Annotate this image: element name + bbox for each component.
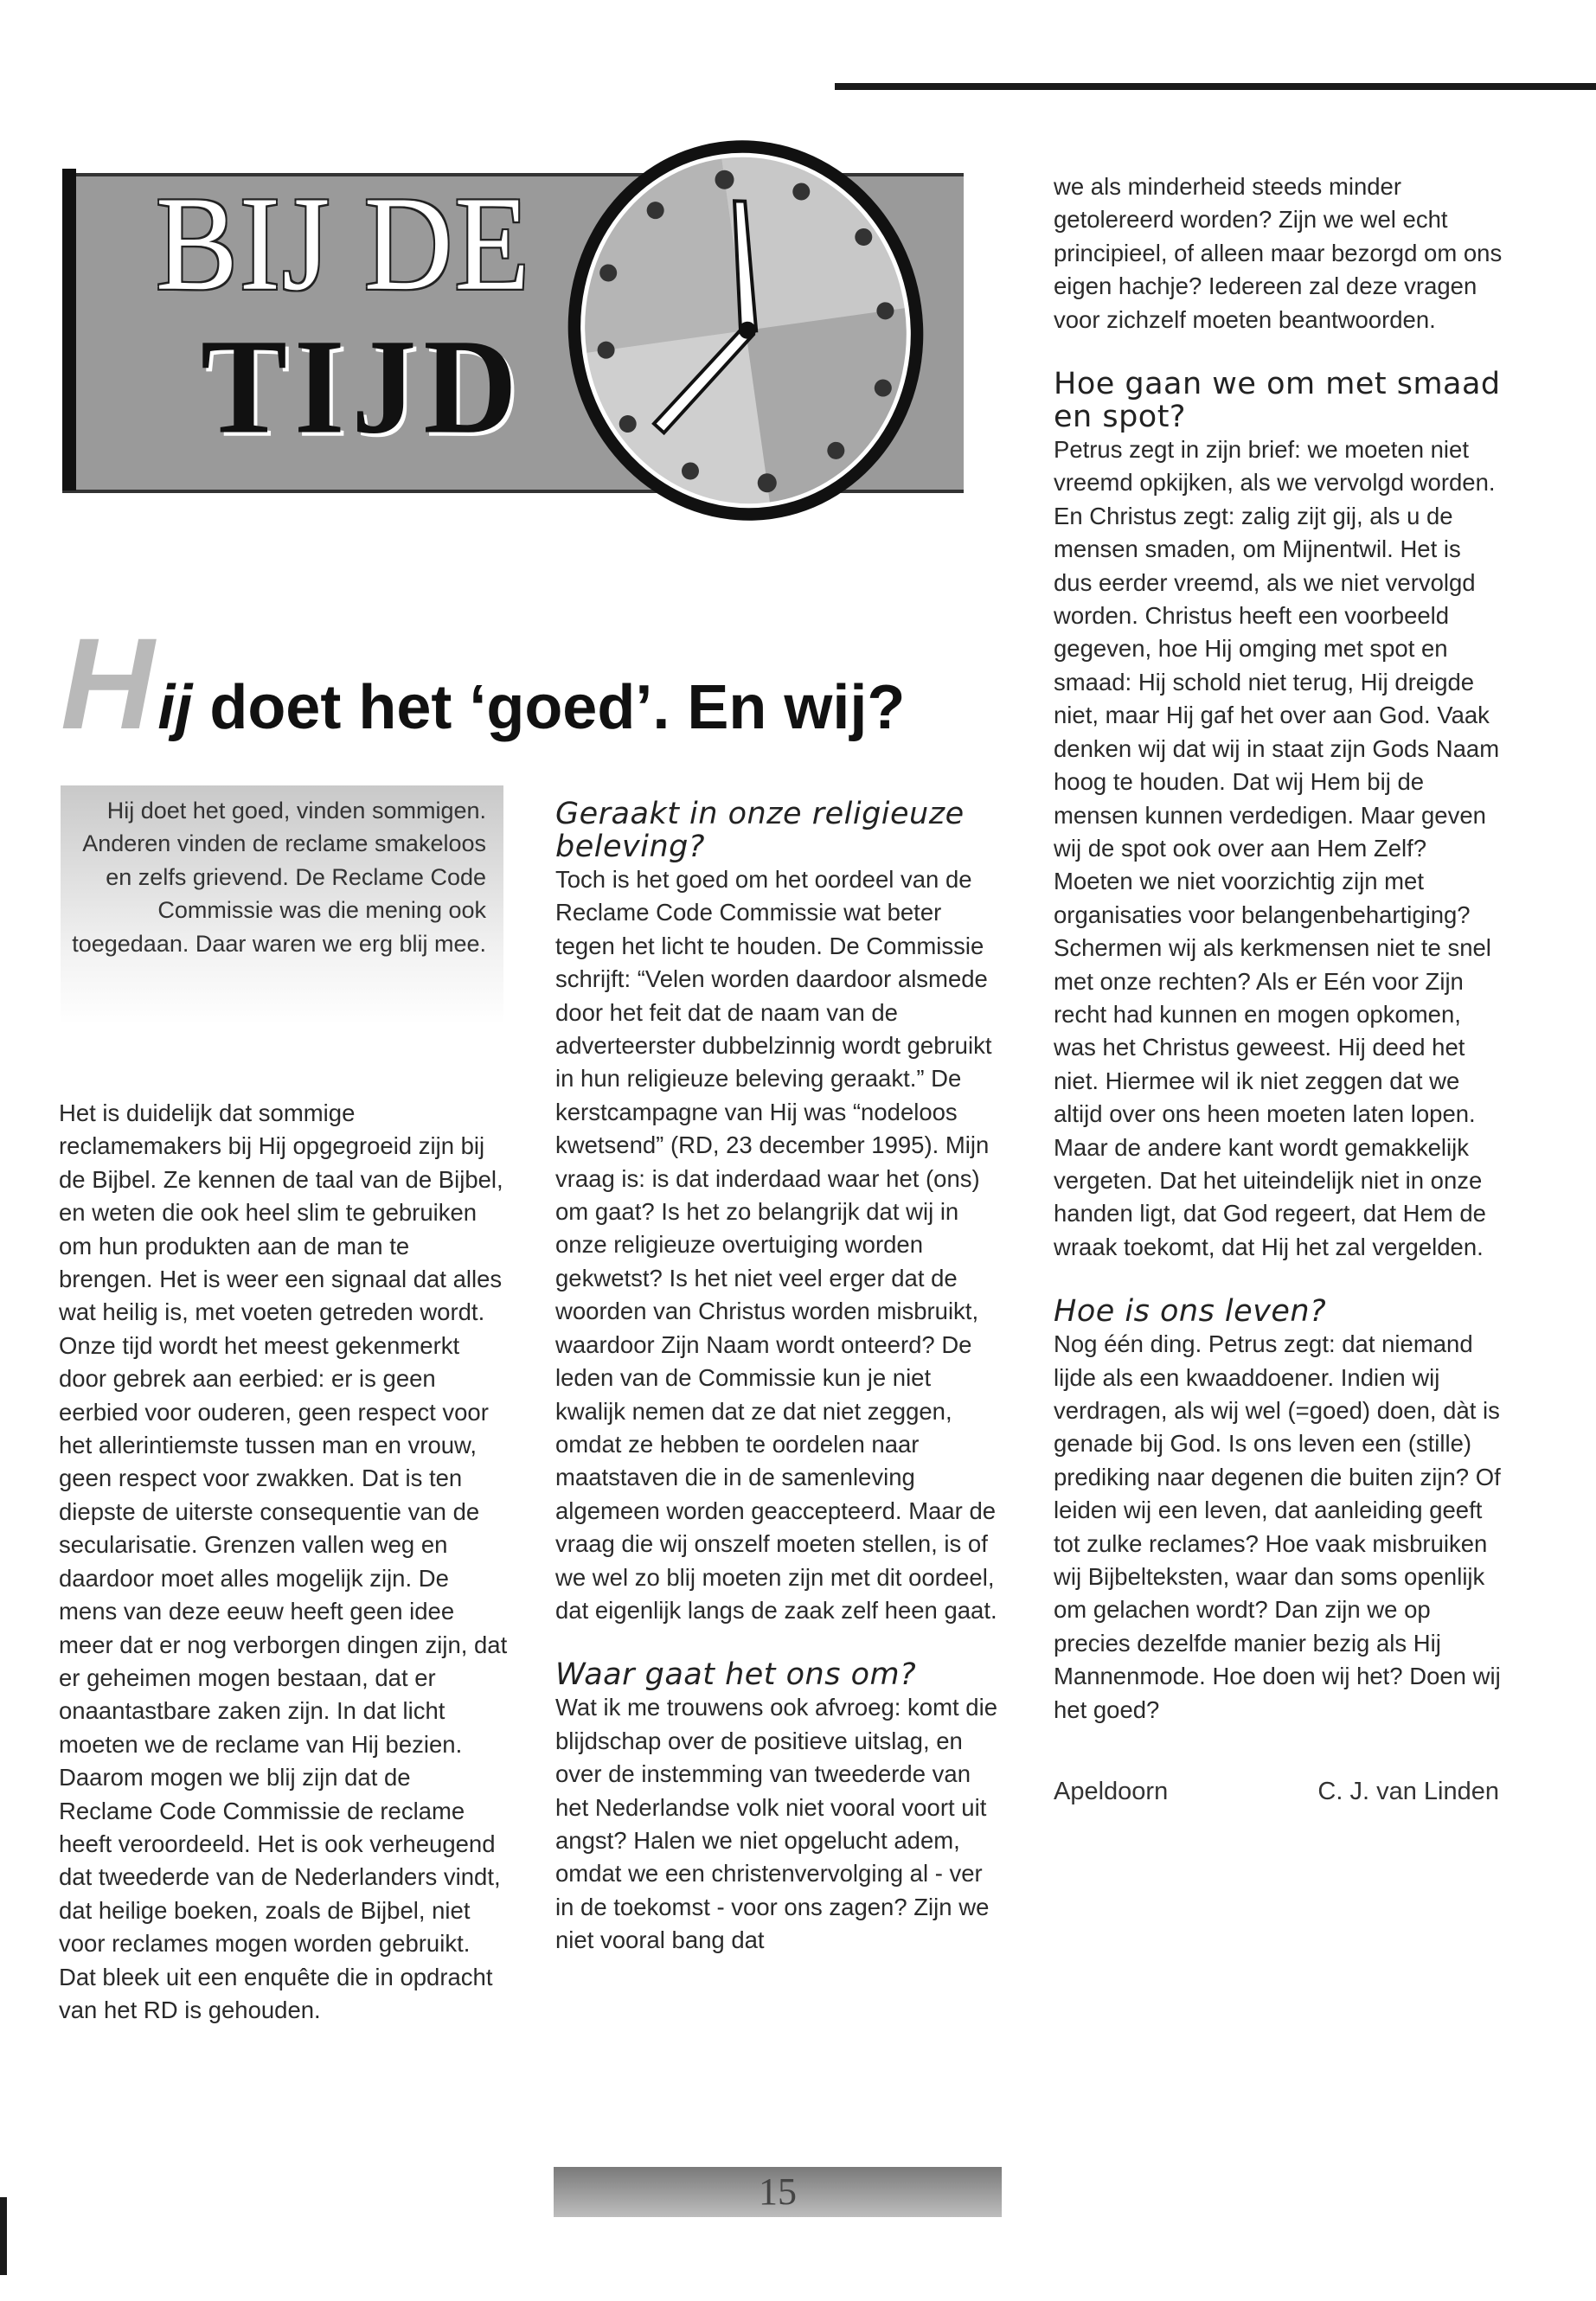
- page-number: 15: [759, 2170, 797, 2213]
- headline-initial: H: [61, 611, 155, 756]
- signature-place: Apeldoorn: [1054, 1778, 1169, 1806]
- top-rule: [835, 83, 1596, 90]
- column-3-body-2: Nog één ding. Petrus zegt: dat niemand lijde als een kwaaddoener. Indien wij verdragen, als wij wel (=goed) doen, dàt is genade bij God. Is ons leven een (stille) prediking naar degenen die buiten zijn? Of leiden wij een leven, dat aanleiding geeft tot zulke reclames? Hoe vaak misbruiken wij Bijbelteksten, waar dan soms openlijk om gelachen wordt? Dan zijn we op precies dezelfde manier bezig als Hij Mannenmode. Hoe doen wij het? Doen wij het goed?: [1054, 1330, 1501, 1723]
- column-1: [59, 1097, 509, 2027]
- clock-icon: [554, 130, 934, 528]
- column-2-body-1: Toch is het goed om het oordeel van de Reclame Code Commissie wat beter tegen het licht te houden. De Commissie schrijft: “Velen worden daardoor alsmede door het feit dat de naam van de adverteerster dubbelzinnig wordt gebruikt in hun religieuze beleving geraakt.” De kerstcampagne van Hij was “nodeloos kwetsend” (RD, 23 december 1995). Mijn vraag is: is dat inderdaad waar het (ons) om gaat? Is het zo belangrijk dat wij in onze religieuze overtuiging worden gekwetst? Is het niet veel erger dat de woorden van Christus worden misbruikt, waardoor Zijn Naam wordt onteerd? De leden van de Commissie kun je niet kwalijk nemen dat ze dat niet zeggen, omdat ze hebben te oordelen naar maatstaven die in de samenleving algemeen worden geaccepteerd. Maar de vraag die wij onszelf moeten stellen, is of we wel zo blij moeten zijn met dit oordeel, dat eigenlijk langs de zaak zelf heen gaat.: [555, 866, 997, 1624]
- signature: [1054, 1775, 1499, 1808]
- headline-text: doet het ‘goed’. En wij?: [192, 673, 906, 742]
- masthead-title-line2: TIJD: [201, 311, 524, 463]
- masthead-left-bar: [62, 169, 76, 490]
- column-3-body-1: Petrus zegt in zijn brief: we moeten niet vreemd opkijken, als we vervolgd worden. En Christus zegt: zalig zijt gij, als u de mensen smaden, om Mijnentwil. Het is dus eerder vreemd, als we niet vervolgd worden. Christus heeft een voorbeeld gegeven, hoe Hij omging met spot en smaad: Hij schold niet terug, Hij dreigde niet, maar Hij gaf het over aan God. Vaak denken wij dat wij in staat zijn Gods Naam hoog te houden. Dat wij Hem bij de mensen kunnen verdedigen. Maar geven wij de spot ook over aan Hem Zelf? Moeten we niet voorzichtig zijn met organisaties voor belangenbehartiging? Schermen wij als kerkmensen niet te snel met onze rechten? Als er Eén voor Zijn recht had kunnen en mogen opkomen, was het Christus geweest. Hij deed het niet. Hiermee wil ik niet zeggen dat we altijd over ons heen moeten laten lopen. Maar de andere kant wordt gemakkelijk vergeten. Dat het uiteindelijk niet in onze handen ligt, dat God regeert, dat Hem de wraak toekomt, dat Hij het zal vergelden.: [1054, 436, 1500, 1260]
- column-2-heading-2: Waar gaat het ons om?: [555, 1657, 917, 1693]
- signature-author: C. J. van Linden: [1317, 1778, 1499, 1806]
- column-3: [1054, 170, 1503, 1808]
- masthead-title-line1: BIJ DE: [156, 168, 532, 318]
- column-2-heading-1: Geraakt in onze religieuze beleving?: [555, 797, 965, 864]
- column-3-heading-2: Hoe is ons leven?: [1054, 1294, 1327, 1330]
- column-2: [555, 797, 1001, 1958]
- column-2-body-2: Wat ik me trouwens ook afvroeg: komt die blijdschap over de positieve uitslag, en over de instemming van tweederde van het Nederlandse volk niet vooral voort uit angst? Halen we niet opgelucht adem, omdat we een christenvervolging al - ver in de toekomst - voor ons zagen? Zijn we niet vooral bang dat: [555, 1694, 997, 1954]
- column-3-heading-1: Hoe gaan we om met smaad en spot?: [1054, 367, 1501, 435]
- column-1-body: Het is duidelijk dat sommige reclamemakers bij Hij opgegroeid zijn bij de Bijbel. Ze kennen de taal van de Bijbel, en weten die ook heel slim te gebruiken om hun produkten aan de man te brengen. Het is weer een signaal dat alles wat heilig is, met voeten getreden wordt. Onze tijd wordt het meest gekenmerkt door gebrek aan eerbied: er is geen eerbied voor ouderen, geen respect voor het allerintiemste tussen man en vrouw, geen respect voor zwakken. Dat is ten diepste de uiterste consequentie van de secularisatie. Grenzen vallen weg en daardoor moet alles mogelijk zijn. De mens van deze eeuw heeft geen idee meer dat er nog verborgen dingen zijn, dat er geheimen mogen bestaan, dat er onaantastbare zaken zijn. In dat licht moeten we de reclame van Hij bezien. Daarom mogen we blij zijn dat de Reclame Code Commissie de reclame heeft veroordeeld. Het is ook verheugend dat tweederde van de Nederlanders vindt, dat heilige boeken, zoals de Bijbel, niet voor reclames mogen worden gebruikt. Dat bleek uit een enquête die in opdracht van het RD is gehouden.: [59, 1099, 508, 2023]
- column-3-body-0: we als minderheid steeds minder getolereerd worden? Zijn we wel echt principieel, of alleen maar bezorgd om ons eigen hachje? Iedereen zal deze vragen voor zichzelf moeten beantwoorden.: [1054, 173, 1503, 333]
- intro-text: Hij doet het goed, vinden sommigen. Anderen vinden de reclame smakeloos en zelfs grievend. De Reclame Code Commissie was die mening ook toegedaan. Daar waren we erg blij mee.: [72, 798, 486, 957]
- headline-initial-rest: ij: [157, 673, 193, 742]
- bottom-left-rule: [0, 2197, 7, 2275]
- article-headline: [61, 611, 906, 756]
